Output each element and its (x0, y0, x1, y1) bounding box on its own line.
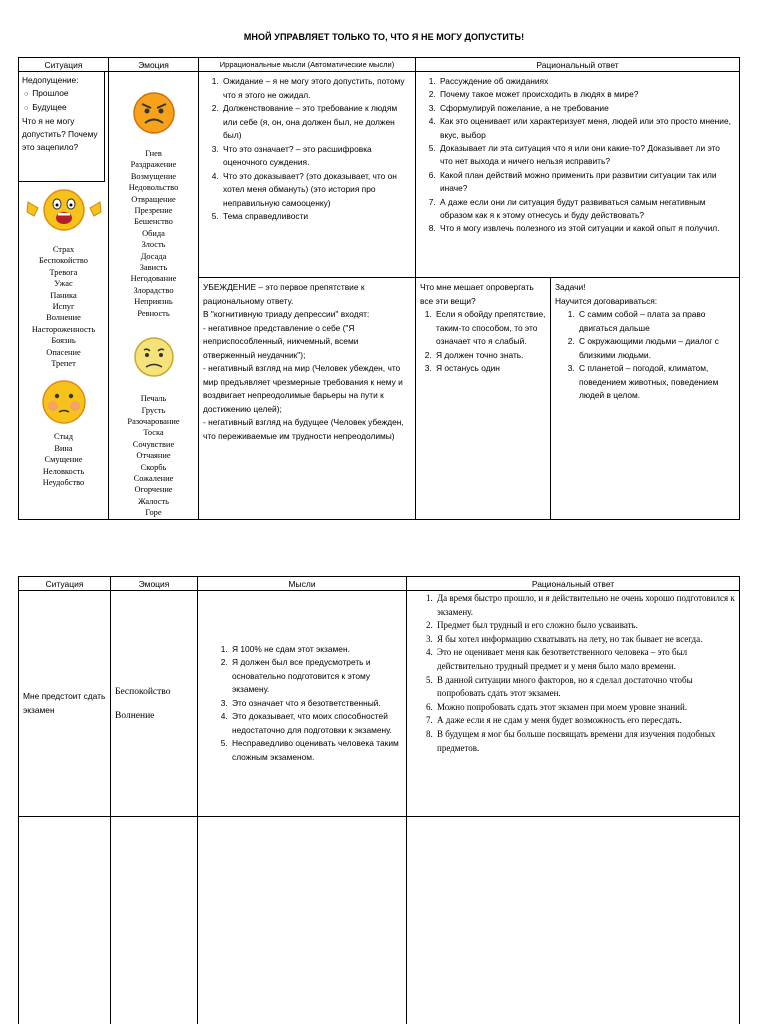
emotion-word: Жалость (138, 496, 169, 506)
page-title: МНОЙ УПРАВЛЯЕТ ТОЛЬКО ТО, ЧТО Я НЕ МОГУ ДОПУСТИТЬ! (243, 32, 525, 42)
rational-answers-cell (416, 72, 740, 278)
empty-cell[interactable] (407, 817, 740, 1024)
emotion-word: Досада (140, 251, 167, 261)
header-rational: Рациональный ответ (416, 58, 740, 72)
list-item: ○ Прошлое (35, 87, 100, 101)
empty-cell[interactable] (19, 817, 111, 1024)
emotion-word: Разочарование (127, 416, 180, 426)
emotion-word: Боязнь (51, 336, 76, 346)
belief-cell (199, 278, 416, 520)
list-item: 2. Предмет был трудный и его сложно было усваивать. (435, 619, 735, 633)
emotion-word: Трепет (51, 359, 76, 369)
list-item: 3. С планетой – погодой, климатом, поведением животных, поведением людей в целом. (577, 362, 735, 403)
thoughts-list (216, 643, 402, 765)
fear-emotions (21, 244, 106, 369)
list-item: 6. Какой план действий можно применить при развитии ситуации так или иначе? (438, 169, 735, 196)
emotion-word: Страх (52, 245, 75, 254)
obstacle-list (420, 308, 546, 376)
emotion-word: Зависть (139, 263, 168, 273)
sad-smiley-icon (132, 335, 176, 379)
empty-cell[interactable] (198, 817, 407, 1024)
emotion-word: Неудобство (42, 478, 85, 488)
shame-emotions (21, 431, 106, 488)
emotion-word: Злорадство (133, 285, 174, 295)
irrational-list (207, 75, 411, 224)
situation-heading: Недопущение: (22, 75, 79, 85)
list-item: ○ Будущее (35, 101, 100, 115)
example-situation: Мне предстоит сдать экзамен (23, 691, 106, 715)
scared-smiley-icon (24, 186, 104, 234)
belief-text: - негативное представление о себе ("Я неприспособленный, никчемный, всеми отверженный неудачник"); (203, 322, 359, 360)
emotion-word: Сочувствие (132, 439, 175, 449)
list-item: 3. Сформулируй пожелание, а не требование (438, 102, 735, 115)
emotion-word: Негодование (130, 274, 177, 284)
emotion-word: Волнение (46, 313, 81, 323)
situation-box (19, 72, 105, 182)
emotion-cell (109, 72, 199, 520)
list-item: 1. Если я обойду препятствие, таким-то способом, то это означает что я слабый. (434, 308, 546, 349)
emotion-word: Презрение (134, 206, 173, 216)
emotion-word: Стыд (53, 432, 74, 442)
emotion-word: Настороженность (31, 324, 96, 334)
emotion-word: Раздражение (130, 160, 177, 170)
worksheet-table-theory (18, 57, 740, 520)
list-item: 3. Это означает что я безответственный. (230, 697, 402, 711)
empty-cell[interactable] (111, 817, 198, 1024)
list-item: 6. Можно попробовать сдать этот экзамен при моем уровне знаний. (435, 701, 735, 715)
sadness-emotions (109, 393, 198, 518)
emotion-word: Волнение (115, 710, 155, 721)
belief-text: В "когнитивную триаду депрессии" входят: (203, 309, 370, 319)
list-item: 7. А даже если они ли ситуация будут развиваться самым негативным образом как я к этому отнесусь и буду действовать? (438, 196, 735, 223)
situation-question: Что я не могу допустить? Почему это зацепило? (22, 116, 98, 152)
list-item: 8. В будущем я мог бы больше посвящать времени для изучения подобных предметов. (435, 728, 735, 755)
tasks-cell (551, 278, 740, 520)
rational-list (424, 75, 735, 236)
tasks-subheading: Научится договариваться: (555, 295, 658, 306)
header-situation: Ситуация (19, 577, 111, 591)
list-item: 4. Что это доказывает? (это доказывает, что он хотел меня обмануть) (это история про неправильную самооценку) (221, 170, 411, 211)
emotion-word: Беспокойство (115, 686, 171, 697)
emotion-word: Возмущение (130, 171, 177, 181)
example-rational-cell (407, 591, 740, 817)
emotion-word: Злость (141, 240, 166, 250)
emotion-word: Огорчение (134, 485, 173, 495)
header-rational: Рациональный ответ (407, 577, 740, 591)
emotion-word: Отчаяние (136, 451, 171, 461)
list-item: 2. Почему такое может происходить в людях в мире? (438, 88, 735, 101)
list-item: 2. Я должен точно знать. (434, 349, 546, 363)
list-item: 3. Что это означает? – это расшифровка оценочного суждения. (221, 143, 411, 170)
list-item: 3. Я бы хотел информацию схватывать на лету, но так бывает не всегда. (435, 633, 735, 647)
emotion-word: Вина (54, 443, 73, 453)
list-item: 1. Я 100% не сдам этот экзамен. (230, 643, 402, 657)
list-item: 2. Я должен был все предусмотреть и основательно подготовится к этому экзамену. (230, 656, 402, 697)
emotion-word: Неловкость (42, 466, 85, 476)
emotion-word: Недовольство (128, 183, 179, 193)
embarrassed-smiley-icon (39, 379, 89, 425)
emotion-word: Грусть (141, 405, 166, 415)
anger-emotions (109, 148, 198, 319)
list-item: 1. Да время быстро прошло, и я действительно не очень хорошо подготовился к экзамену. (435, 592, 735, 619)
situation-list (22, 87, 100, 115)
list-item: 7. А даже если я не сдам у меня будет возможность его пересдать. (435, 714, 735, 728)
list-item: 1. Ожидание – я не могу этого допустить, потому что я этого не ожидал. (221, 75, 411, 102)
belief-text: - негативный взгляд на будущее (Человек убежден, что переживаемые им трудности непреодолимы) (203, 417, 404, 441)
example-emotion-cell (111, 591, 198, 817)
angry-smiley-icon (131, 90, 177, 136)
list-item: 3. Я останусь один (434, 362, 546, 376)
example-situation-cell (19, 591, 111, 817)
list-item: 2. Долженствование – это требование к людям или себе (я, он, она должен был, не должен был) (221, 102, 411, 143)
emotion-word: Обида (142, 228, 165, 238)
header-thoughts: Мысли (198, 577, 407, 591)
emotion-word: Скорбь (140, 462, 167, 472)
emotion-word: Испуг (52, 302, 75, 312)
emotion-word: Опасение (46, 347, 81, 357)
list-item: 8. Что я могу извлечь полезного из этой ситуации и какой опыт я получил. (438, 222, 735, 235)
emotion-word: Неприязнь (134, 297, 173, 307)
emotion-word: Печаль (140, 394, 167, 404)
situation-cell (19, 72, 109, 520)
list-item: 1. С самим собой – плата за право двигаться дальше (577, 308, 735, 335)
emotion-word: Отвращение (131, 194, 176, 204)
emotion-word: Паника (50, 290, 77, 300)
emotion-word: Сожаление (133, 473, 174, 483)
list-item: 4. Это доказывает, что моих способностей недостаточно для подготовки к экзамену. (230, 710, 402, 737)
worksheet-table-example (18, 576, 740, 1024)
example-thoughts-cell (198, 591, 407, 817)
header-irrational: Иррациональные мысли (Автоматические мысли) (199, 58, 416, 72)
list-item: 4. Как это оценивает или характеризует меня, людей или это просто мнение, вкус, выбор (438, 115, 735, 142)
list-item: 4. Это не оценивает меня как безответственного человека – это был действительно трудный предмет и у меня было мало времени. (435, 646, 735, 673)
list-item: 5. Тема справедливости (221, 210, 411, 224)
obstacle-heading: Что мне мешает опровергать все эти вещи? (420, 282, 534, 306)
tasks-list (555, 308, 735, 403)
header-situation: Ситуация (19, 58, 109, 72)
emotion-word: Тоска (143, 428, 164, 438)
emotion-word: Горе (145, 508, 162, 518)
list-item: 5. Доказывает ли эта ситуация что я или они какие-то? Доказывает ли это что нет выхода и ничего нельзя исправить? (438, 142, 735, 169)
tasks-heading: Задачи! (555, 282, 586, 292)
belief-text: УБЕЖДЕНИЕ – это первое препятствие к рациональному ответу. (203, 282, 365, 306)
list-item: 5. Несправедливо оценивать человека таким сложным экзаменом. (230, 737, 402, 764)
example-rational-list (421, 592, 735, 755)
list-item: 2. С окружающими людьми – диалог с близкими людьми. (577, 335, 735, 362)
emotion-word: Ужас (54, 279, 73, 289)
irrational-thoughts-cell (199, 72, 416, 278)
emotion-word: Тревога (49, 267, 78, 277)
obstacle-cell (416, 278, 551, 520)
emotion-word: Гнев (145, 149, 162, 158)
emotion-word: Ревность (137, 308, 170, 318)
belief-text: - негативный взгляд на мир (Человек убежден, что мир предъявляет чрезмерные требования к нему и воздвигает непреодолимые барьеры на пути к достижению целей); (203, 363, 403, 414)
header-emotion: Эмоция (111, 577, 198, 591)
emotion-word: Смущение (44, 455, 83, 465)
list-item: 5. В данной ситуации много факторов, но я сделал достаточно чтобы попробовать сдать этот экзамен. (435, 674, 735, 701)
list-item: 1. Рассуждение об ожиданиях (438, 75, 735, 88)
emotion-word: Беспокойство (39, 256, 88, 266)
header-emotion: Эмоция (109, 58, 199, 72)
emotion-word: Бешенство (134, 217, 173, 227)
